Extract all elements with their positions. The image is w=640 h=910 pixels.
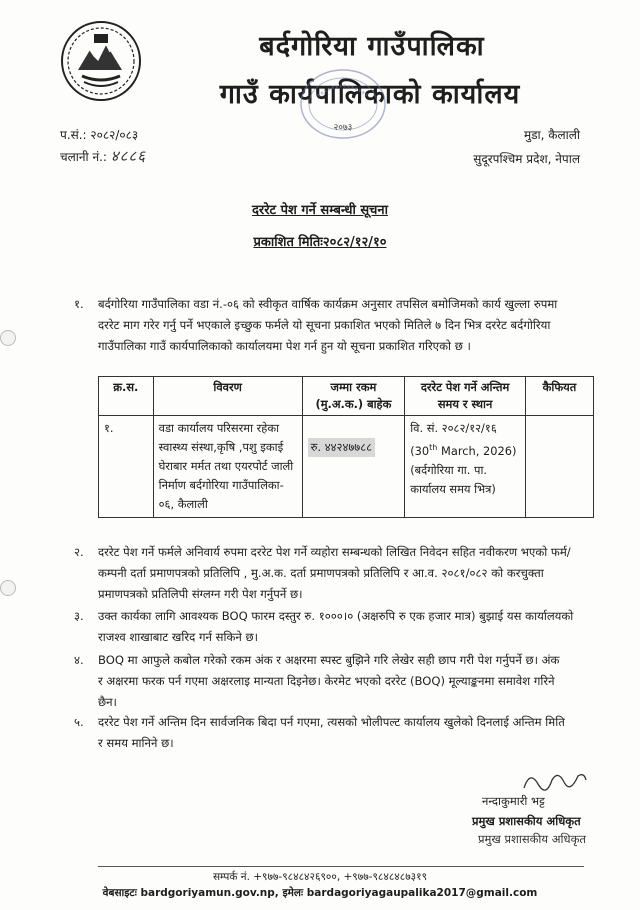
signatory-stamp-title: प्रमुख प्रशासकीय अधिकृत (478, 832, 586, 846)
para-line: BOQ मा आफुले कबोल गरेको रकम अंक र अक्षरमा स्पस्ट बुझिने गरि लेखेर सही छाप गरी पेश गर्नुपर्ने छ। अंक (98, 653, 560, 667)
para-line: दररेट माग गरेर गर्नु पर्ने भएकाले इच्छुक फर्मले यो सूचना प्रकाशित भएको मितिले ७ दिन भित्र दररेट बर्दगोरिया (98, 318, 551, 332)
para-line: बर्दगोरिया गाउँपालिका वडा नं.-०६ को स्वीकृत वार्षिक कार्यक्रम अनुसार तपसिल बमोजिमको कार्य खुल्ला रुपमा (98, 297, 558, 311)
para-line: र समय मानिने छ। (98, 736, 174, 750)
dispatch-number (60, 146, 146, 166)
punch-hole (0, 330, 16, 346)
reference-number: प.सं.: २०८२/०८३ (60, 128, 139, 142)
tender-table (98, 376, 594, 518)
para-line: दररेट पेश गर्ने फर्मले अनिवार्य रुपमा दररेट पेश गर्ने व्यहोरा सम्बन्धको लिखित निवेदन सहित नवीकरण भएको फर्म/ (98, 545, 571, 559)
stamp-year: २०७३ (333, 123, 353, 133)
paragraph-5 (74, 712, 614, 754)
amount-value: रु. ४४२४७७८८ (308, 438, 375, 457)
deadline-line: कार्यालय समय भित्र) (410, 481, 496, 496)
signature-scribble (520, 766, 590, 796)
para-number: २. (74, 545, 84, 559)
deadline-line: (बर्दगोरिया गा. पा. (410, 462, 488, 477)
signatory-name: नन्दाकुमारी भट्ट (482, 794, 545, 808)
para-number: ५. (74, 715, 84, 729)
published-date: प्रकाशित मितिः२०८२/१२/१० (253, 235, 387, 250)
paragraph-1 (74, 294, 604, 357)
table-header-row (99, 377, 594, 416)
para-line: दररेट पेश गर्ने अन्तिम दिन सार्वजनिक बिदा पर्न गएमा, त्यसको भोलीपल्ट कार्यालय खुलेको दिनलाई अन्तिम मिति (98, 715, 565, 729)
address-line-1: मुडा, कैलाली (523, 128, 580, 142)
notice-title: दररेट पेश गर्ने सम्बन्धी सूचना (252, 203, 388, 218)
cell-remarks (525, 416, 593, 518)
cell-amount (302, 416, 405, 518)
para-line: राजश्व शाखाबाट खरिद गर्न सकिने छ। (98, 630, 259, 644)
para-line: गाउँपालिका गाउँ कार्यपालिकाको कार्यालयमा पेश गर्न हुन यो सूचना प्रकाशित गरिएको छ । (98, 339, 471, 353)
address-line-2: सुदूरपश्चिम प्रदेश, नेपाल (473, 152, 580, 166)
dispatch-value: ४८८६ (110, 147, 146, 165)
dispatch-label: चलानी नं.: (60, 150, 107, 164)
para-line: कम्पनी दर्ता प्रमाणपत्रको प्रतिलिपि , मु.अ.क. दर्ता प्रमाणपत्रको प्रतिलिपि र आ.व. २०८१/०८२ को करचुक्ता (98, 566, 544, 580)
signatory-title: प्रमुख प्रशासकीय अधिकृत (472, 814, 581, 828)
desc-line: घेराबार मर्मत तथा एयरपोर्ट जाली (158, 459, 294, 473)
desc-line: ०६, कैलाली (158, 497, 208, 511)
col-remarks: कैफियत (525, 377, 593, 416)
cell-sn: १. (99, 416, 154, 518)
footer-divider (98, 866, 584, 867)
desc-line: स्वास्थ्य संस्था,कृषि ,पशु इकाई (158, 440, 284, 454)
para-line: प्रमाणपत्रको प्रतिलिपी संग्लग्न गरी पेश गर्नुपर्ने छ। (98, 587, 303, 601)
para-number: ३. (74, 609, 84, 623)
para-line: र अक्षरमा फरक पर्न गएमा अक्षरलाइ मान्यता दिइनेछ। केरमेट भएको दररेट (BOQ) मूल्याङ्कनमा समावेश गरिने (98, 674, 555, 688)
para-line: छैन। (98, 695, 117, 709)
col-description: विवरण (153, 377, 302, 416)
paragraph-3 (74, 606, 614, 648)
para-number: १. (74, 297, 84, 311)
desc-line: वडा कार्यालय परिसरमा रहेका (158, 421, 280, 435)
deadline-line: (30th March, 2026) (410, 443, 517, 458)
municipality-name: बर्दगोरिया गाउँपालिका (259, 31, 485, 62)
col-amount: जम्मा रकम (मु.अ.क.) बाहेक (302, 377, 405, 416)
col-deadline: दररेट पेश गर्ने अन्तिम समय र स्थान (405, 377, 526, 416)
desc-line: निर्माण बर्दगोरिया गाउँपालिका- (158, 478, 284, 492)
punch-hole (0, 580, 16, 596)
office-seal-stamp (298, 66, 388, 142)
para-number: ४. (74, 653, 84, 667)
office-name: गाउँ कार्यपालिकाको कार्यालय (219, 79, 521, 110)
table-row (99, 416, 594, 518)
deadline-line: वि. सं. २०८२/१२/१६ (410, 421, 497, 435)
footer-web-email: वेबसाइटः bardgoriyamun.gov.np, इमेलः bardagoriyagaupalika2017@gmail.com (102, 887, 538, 899)
para-line: उक्त कार्यका लागि आवश्यक BOQ फारम दस्तुर रु. १०००।० (अक्षरुपि रु एक हजार मात्र) बुझाई यस कार्यालयको (98, 609, 574, 623)
paragraph-4 (74, 650, 614, 713)
cell-deadline (405, 416, 526, 518)
nepal-government-emblem-icon (60, 20, 142, 102)
paragraph-2 (74, 542, 614, 605)
footer-contact: सम्पर्क नं. +९७७-९८४८४२६९००, +९७७-९८४८४८७३१९ (212, 871, 428, 883)
cell-description (153, 416, 302, 518)
col-sn: क्र.स. (99, 377, 154, 416)
